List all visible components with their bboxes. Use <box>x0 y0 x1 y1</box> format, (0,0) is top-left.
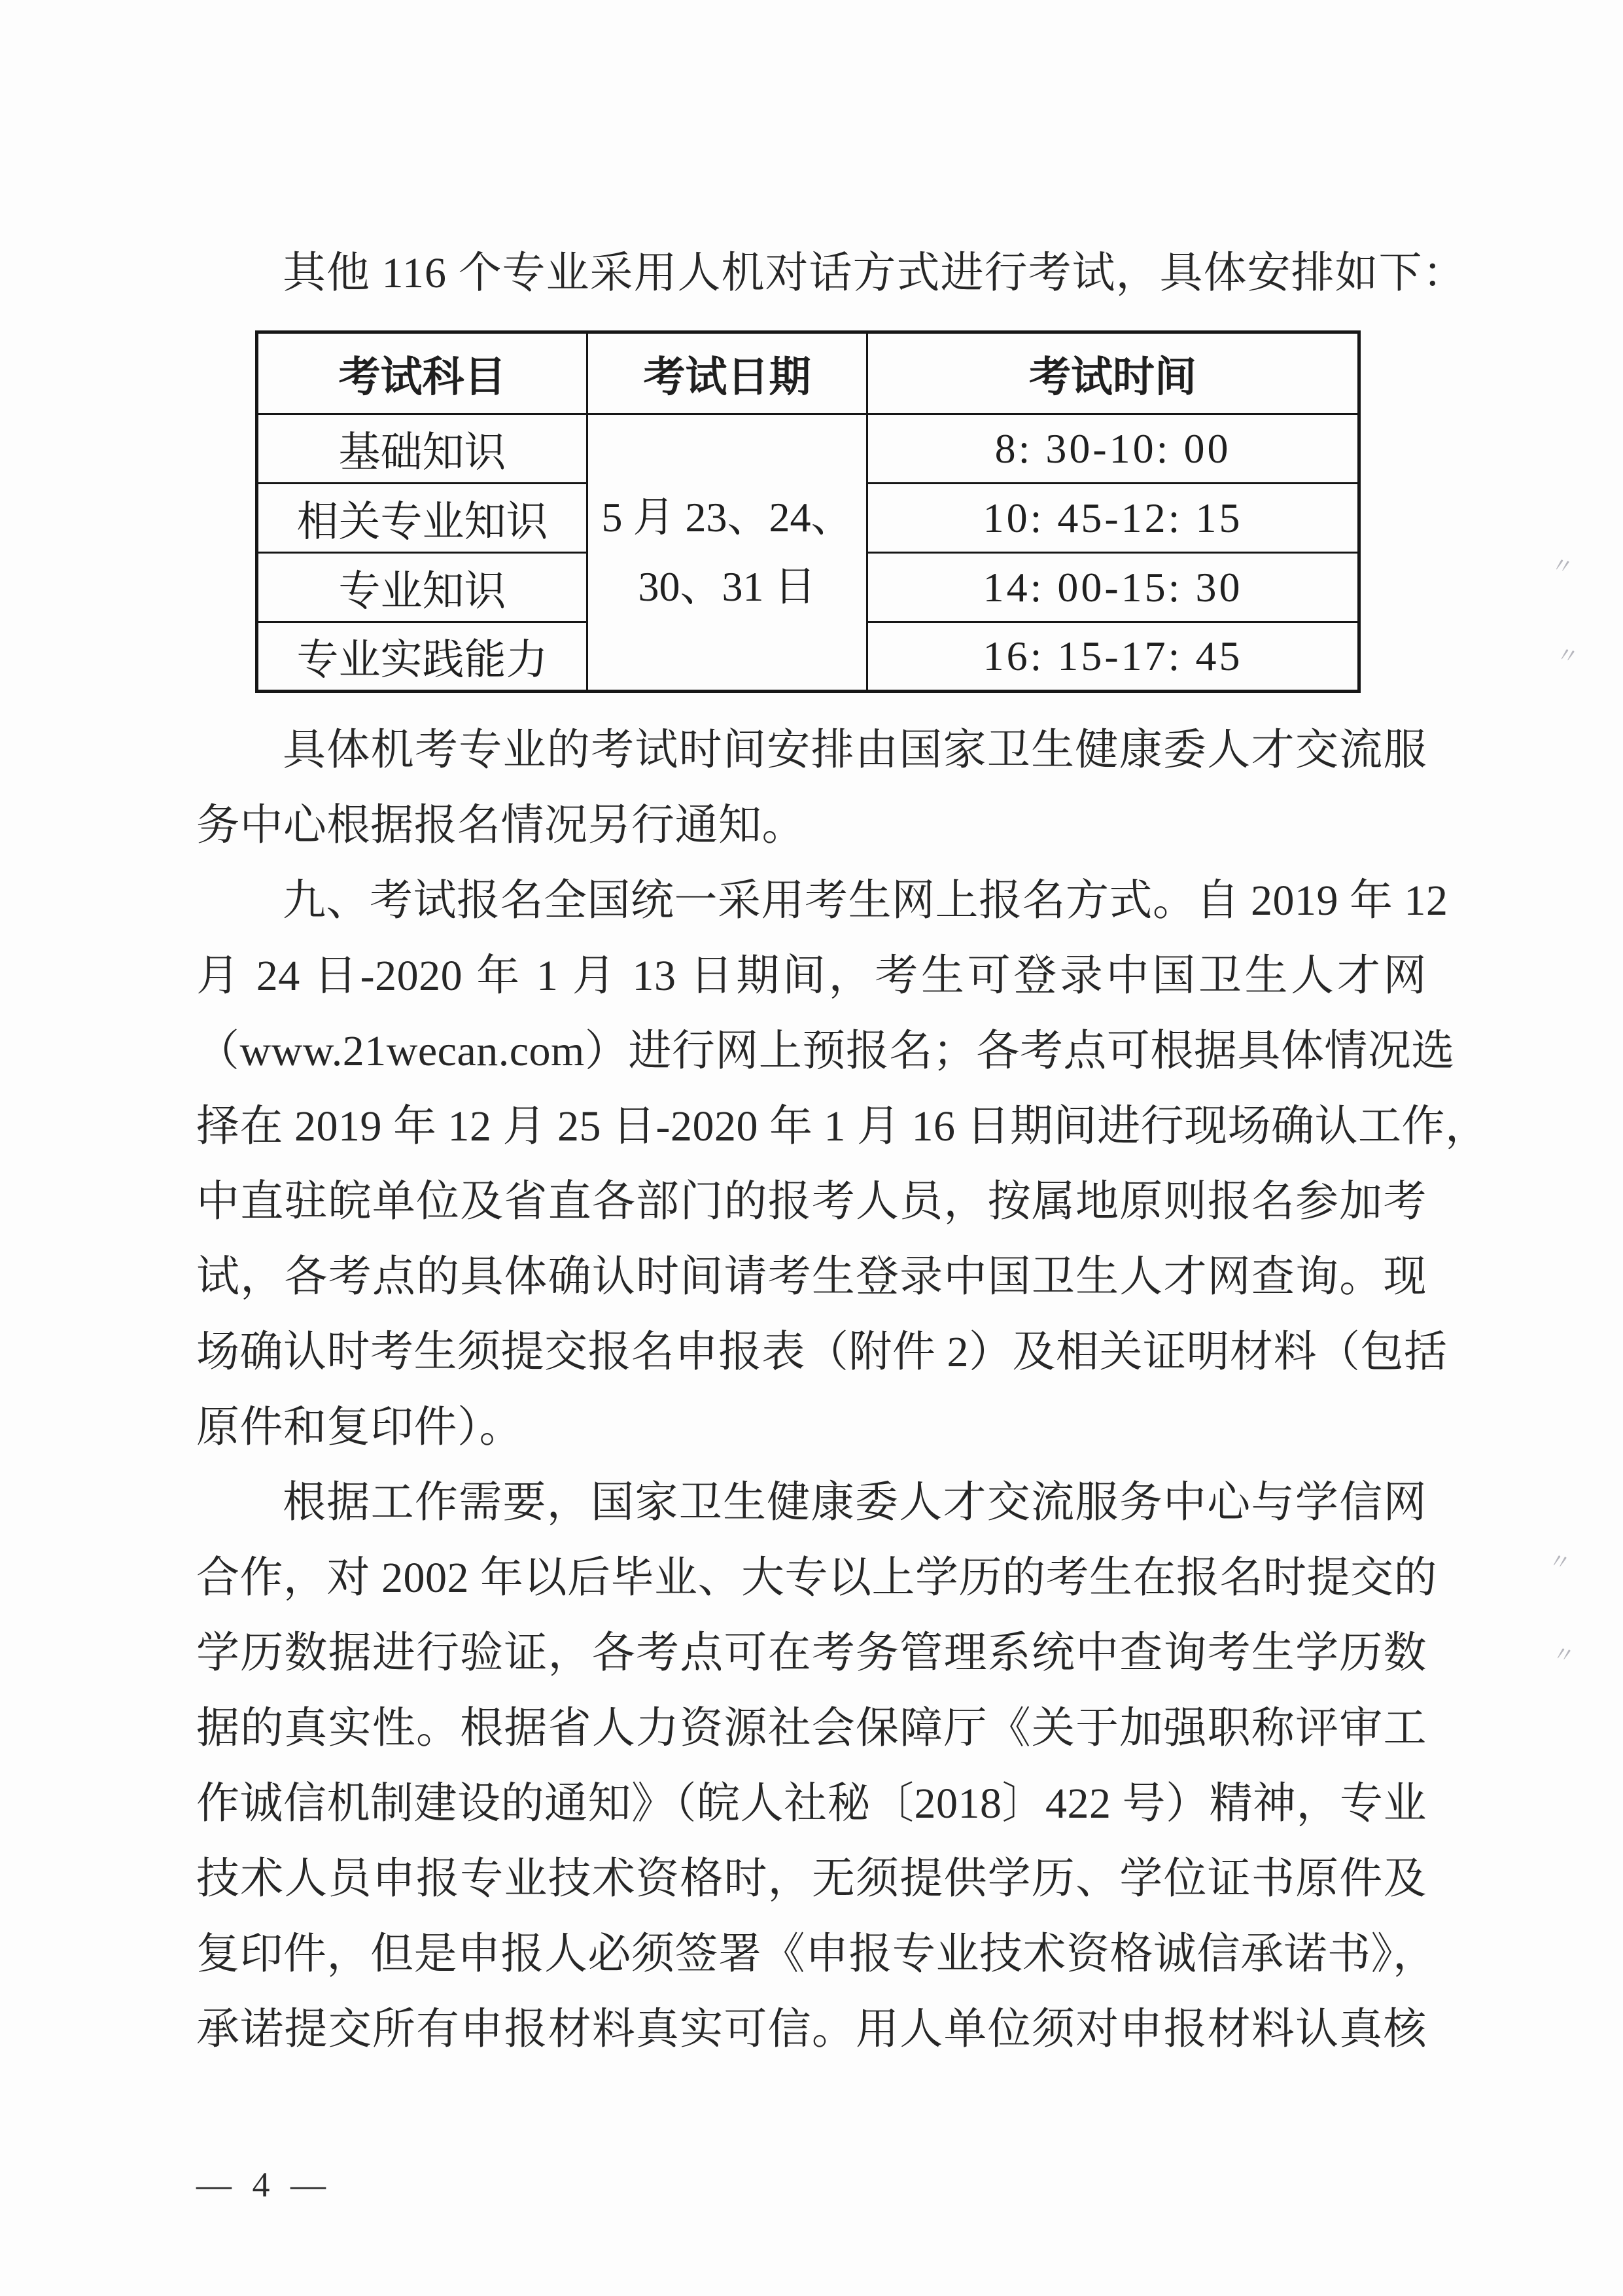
date-line-2: 30、31 日 <box>638 563 816 610</box>
document-body <box>196 713 1489 2067</box>
time-value: 16: 15-17: 45 <box>983 633 1243 679</box>
subject-cell: 基础知识 <box>257 414 587 484</box>
paragraph <box>196 1465 1437 2067</box>
time-cell <box>867 484 1359 553</box>
table-header-row <box>257 332 1359 414</box>
text-line: 根据工作需要，国家卫生健康委人才交流服务中心与学信网 <box>283 1479 1427 1527</box>
time-cell <box>867 553 1359 622</box>
subject-cell: 专业知识 <box>257 553 587 622</box>
time-value: 8: 30-10: 00 <box>994 425 1231 472</box>
text-line: 场确认时考生须提交报名申报表（附件 2）及相关证明材料（包括 <box>196 1328 1448 1376</box>
header-exam-time: 考试时间 <box>867 332 1359 414</box>
time-value: 14: 00-15: 30 <box>983 563 1243 610</box>
subject-cell: 专业实践能力 <box>257 622 587 692</box>
text-line: 中直驻皖单位及省直各部门的报考人员，按属地原则报名参加考 <box>196 1178 1427 1226</box>
pencil-mark: 〃 <box>1548 552 1576 582</box>
text-line: 九、考试报名全国统一采用考生网上报名方式。自 2019 年 12 <box>283 877 1448 925</box>
page-number: — 4 — <box>196 2165 326 2204</box>
text-line: 据的真实性。根据省人力资源社会保障厅《关于加强职称评审工 <box>196 1704 1427 1752</box>
text-line: 复印件，但是申报人必须签署《申报专业技术资格诚信承诺书》， <box>196 1930 1437 1978</box>
pencil-mark: 〃 <box>1546 1548 1573 1578</box>
paragraph <box>196 713 1427 863</box>
time-cell <box>867 414 1359 484</box>
header-exam-subject: 考试科目 <box>257 332 587 414</box>
time-value: 10: 45-12: 15 <box>983 494 1243 541</box>
text-line: 月 24 日-2020 年 1 月 13 日期间，考生可登录中国卫生人才网 <box>196 952 1427 1000</box>
header-exam-date: 考试日期 <box>587 332 867 414</box>
time-cell <box>867 622 1359 692</box>
intro-line: 其他 116 个专业采用人机对话方式进行考试，具体安排如下： <box>283 249 1467 297</box>
table-row <box>257 414 1359 484</box>
text-line: 具体机考专业的考试时间安排由国家卫生健康委人才交流服 <box>283 726 1427 774</box>
date-line-1: 5 月 23、24、 <box>601 494 853 540</box>
text-line: 技术人员申报专业技术资格时，无须提供学历、学位证书原件及 <box>196 1855 1427 1903</box>
text-line: 择在 2019 年 12 月 25 日-2020 年 1 月 16 日期间进行现场确认工作， <box>196 1103 1489 1150</box>
paragraph <box>196 863 1489 1465</box>
text-line: 试，各考点的具体确认时间请考生登录中国卫生人才网查询。现 <box>196 1253 1427 1301</box>
text-line: 承诺提交所有申报材料真实可信。用人单位须对申报材料认真核 <box>196 2005 1427 2053</box>
text-line: 学历数据进行验证，各考点可在考务管理系统中查询考生学历数 <box>196 1629 1427 1677</box>
text-line: 合作，对 2002 年以后毕业、大专以上学历的考生在报名时提交的 <box>196 1554 1437 1602</box>
subject-cell: 相关专业知识 <box>257 484 587 553</box>
exam-schedule-table <box>255 330 1361 693</box>
date-cell <box>587 414 867 692</box>
text-line: 原件和复印件）。 <box>196 1404 523 1451</box>
text-line: 务中心根据报名情况另行通知。 <box>196 802 805 849</box>
text-line: （www.21wecan.com）进行网上预报名；各考点可根据具体情况选 <box>196 1027 1455 1075</box>
pencil-mark: 〃 <box>1554 642 1581 671</box>
text-line: 作诚信机制建设的通知》（皖人社秘〔2018〕422 号）精神，专业 <box>196 1780 1427 1828</box>
pencil-mark: 〃 <box>1550 1641 1577 1670</box>
